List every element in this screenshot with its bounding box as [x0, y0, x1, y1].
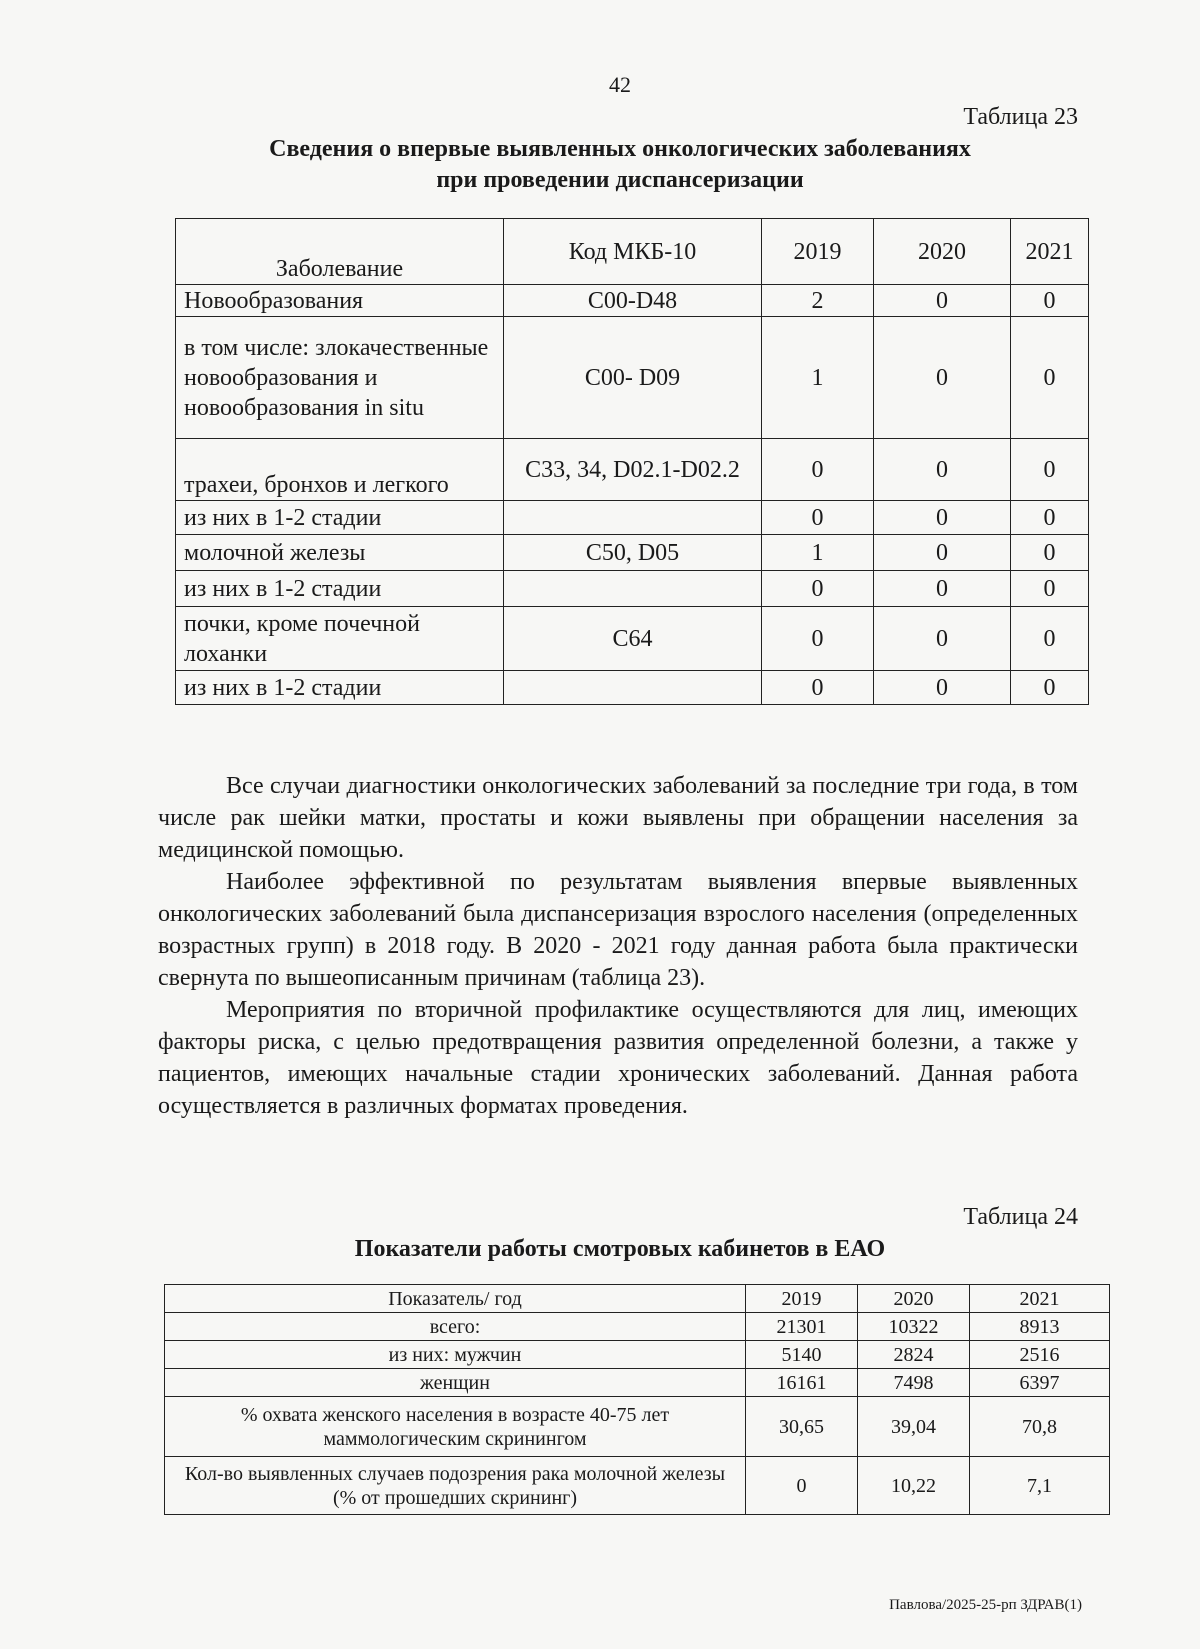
row-code: С50, D05	[504, 535, 762, 571]
row-2021: 70,8	[970, 1397, 1110, 1457]
row-2021: 2516	[970, 1341, 1110, 1369]
row-2021: 0	[1011, 671, 1089, 705]
header-2020: 2020	[858, 1285, 970, 1313]
row-2019: 30,65	[746, 1397, 858, 1457]
row-2021: 8913	[970, 1313, 1110, 1341]
row-2019: 1	[762, 535, 874, 571]
footer-note: Павлова/2025-25-рп ЗДРАВ(1)	[889, 1597, 1082, 1613]
table-24-caption: Таблица 24	[963, 1204, 1078, 1230]
paragraph: Мероприятия по вторичной профилактике осуществляются для лиц, имеющих факторы риска, с целью предотвращения развития определенной болезни, а также у пациентов, имеющих начальные стадии хронических заболеваний. Данная работа осуществляется в различных форматах проведения.	[158, 997, 1078, 1119]
row-2020: 0	[874, 535, 1011, 571]
header-indicator: Показатель/ год	[165, 1285, 746, 1313]
table-header-row	[176, 219, 1089, 285]
header-2021: 2021	[1011, 219, 1089, 285]
row-name: женщин	[165, 1369, 746, 1397]
row-name: из них в 1-2 стадии	[176, 501, 504, 535]
row-2020: 0	[874, 671, 1011, 705]
row-code	[504, 571, 762, 607]
table-row	[165, 1397, 1110, 1457]
row-code: С64	[504, 607, 762, 671]
table-row	[176, 607, 1089, 671]
row-2019: 0	[762, 571, 874, 607]
row-2020: 0	[874, 439, 1011, 501]
table-23-title-line2: при проведении диспансеризации	[436, 167, 804, 193]
row-2021: 0	[1011, 571, 1089, 607]
row-2020: 0	[874, 607, 1011, 671]
table-23-title-line1: Сведения о впервые выявленных онкологических заболеваниях	[269, 136, 971, 162]
row-2021: 6397	[970, 1369, 1110, 1397]
row-2019: 1	[762, 317, 874, 439]
row-2021: 0	[1011, 285, 1089, 317]
row-2021: 0	[1011, 317, 1089, 439]
table-23-title	[0, 134, 1200, 196]
row-code	[504, 671, 762, 705]
paragraph: Все случаи диагностики онкологических заболеваний за последние три года, в том числе рак шейки матки, простаты и кожи выявлены при обращении населения за медицинской помощью.	[158, 773, 1078, 863]
row-code	[504, 501, 762, 535]
table-row	[176, 285, 1089, 317]
row-name: почки, кроме почечной лоханки	[176, 607, 504, 671]
header-2019: 2019	[762, 219, 874, 285]
row-name: трахеи, бронхов и легкого	[176, 439, 504, 501]
table-row	[165, 1457, 1110, 1515]
row-2021: 7,1	[970, 1457, 1110, 1515]
row-name: из них в 1-2 стадии	[176, 571, 504, 607]
row-2021: 0	[1011, 501, 1089, 535]
table-23-caption: Таблица 23	[963, 104, 1078, 130]
table-row	[176, 317, 1089, 439]
row-2020: 10322	[858, 1313, 970, 1341]
row-code: С00- D09	[504, 317, 762, 439]
row-2021: 0	[1011, 607, 1089, 671]
table-row	[165, 1313, 1110, 1341]
body-text	[158, 770, 1078, 1122]
row-code: С00-D48	[504, 285, 762, 317]
header-disease: Заболевание	[176, 219, 504, 285]
row-2020: 10,22	[858, 1457, 970, 1515]
header-2020: 2020	[874, 219, 1011, 285]
row-2020: 0	[874, 571, 1011, 607]
row-2020: 39,04	[858, 1397, 970, 1457]
row-2019: 0	[762, 501, 874, 535]
table-row	[176, 571, 1089, 607]
table-row	[176, 535, 1089, 571]
row-name: в том числе: злокачественные новообразования и новообразования in situ	[176, 317, 504, 439]
row-name: Новообразования	[176, 285, 504, 317]
row-2019: 0	[762, 439, 874, 501]
table-row	[176, 671, 1089, 705]
header-2021: 2021	[970, 1285, 1110, 1313]
row-name: % охвата женского населения в возрасте 40-75 лет маммологическим скринингом	[165, 1397, 746, 1457]
row-2021: 0	[1011, 535, 1089, 571]
table-24	[164, 1284, 1110, 1515]
row-name: из них: мужчин	[165, 1341, 746, 1369]
header-2019: 2019	[746, 1285, 858, 1313]
paragraph: Наиболее эффективной по результатам выявления впервые выявленных онкологических заболеваний была диспансеризация взрослого населения (определенных возрастных групп) в 2018 году. В 2020 - 2021 году данная работа была практически свернута по вышеописанным причинам (таблица 23).	[158, 869, 1078, 991]
table-row	[176, 501, 1089, 535]
table-header-row	[165, 1285, 1110, 1313]
row-name: Кол-во выявленных случаев подозрения рака молочной железы (% от прошедших скрининг)	[165, 1457, 746, 1515]
row-2021: 0	[1011, 439, 1089, 501]
row-2020: 7498	[858, 1369, 970, 1397]
row-2020: 0	[874, 317, 1011, 439]
row-2019: 0	[746, 1457, 858, 1515]
row-2020: 0	[874, 501, 1011, 535]
row-2019: 5140	[746, 1341, 858, 1369]
row-name: из них в 1-2 стадии	[176, 671, 504, 705]
row-2019: 2	[762, 285, 874, 317]
row-2019: 0	[762, 671, 874, 705]
row-code: С33, 34, D02.1-D02.2	[504, 439, 762, 501]
table-row	[176, 439, 1089, 501]
row-2019: 21301	[746, 1313, 858, 1341]
table-row	[165, 1369, 1110, 1397]
row-2020: 2824	[858, 1341, 970, 1369]
row-name: всего:	[165, 1313, 746, 1341]
table-23	[175, 218, 1089, 705]
row-2020: 0	[874, 285, 1011, 317]
header-icd-code: Код МКБ-10	[504, 219, 762, 285]
row-name: молочной железы	[176, 535, 504, 571]
table-24-title: Показатели работы смотровых кабинетов в ЕАО	[354, 1236, 886, 1262]
row-2019: 16161	[746, 1369, 858, 1397]
table-row	[165, 1341, 1110, 1369]
row-2019: 0	[762, 607, 874, 671]
page-number: 42	[609, 72, 631, 97]
